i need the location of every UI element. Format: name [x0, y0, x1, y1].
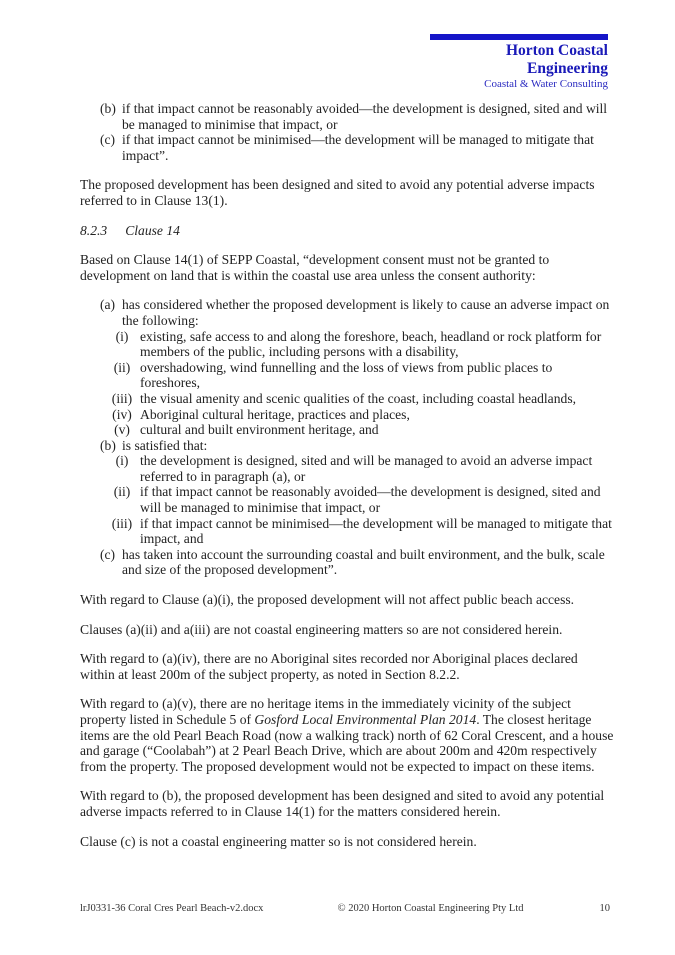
- sub-list: [104, 329, 615, 438]
- item-text: if that impact cannot be reasonably avoided—the development is designed, sited and will be managed to minimise that impact, or: [122, 101, 608, 132]
- item-text: Aboriginal cultural heritage, practices and places,: [140, 406, 410, 422]
- list-item: [104, 329, 615, 360]
- item-label: (iii): [111, 515, 133, 531]
- company-name: Horton Coastal Engineering: [505, 42, 608, 77]
- item-text: has considered whether the proposed development is likely to cause an adverse impact on the following:: [122, 297, 610, 328]
- item-label: (ii): [113, 484, 131, 500]
- list-item: [104, 516, 615, 547]
- list-item: [100, 297, 615, 328]
- item-text: the visual amenity and scenic qualities of the coast, including coastal headlands,: [140, 390, 577, 406]
- item-label: (iii): [111, 390, 133, 406]
- item-text: cultural and built environment heritage, and: [140, 422, 379, 438]
- list-item: [104, 422, 615, 438]
- text-run: . The closest heritage items are the old Pearl Beach Road (now a walking track) north of 62 Coral Crescent, and a house and garage (“Coolabah”) at 2 Pearl Beach Drive, which are about 200m and 420m respectively from the property. The proposed development would not be expected to impact on these items.: [80, 712, 614, 774]
- paragraph: Based on Clause 14(1) of SEPP Coastal, “development consent must not be granted to development on land that is within the coastal use area unless the consent authority:: [80, 252, 550, 283]
- section-title: Clause 14: [125, 222, 180, 238]
- section-heading: [80, 223, 615, 239]
- top-list: [80, 101, 615, 163]
- item-text: the development is designed, sited and will be managed to avoid an adverse impact referred to in paragraph (a), or: [140, 453, 593, 484]
- paragraph: Clauses (a)(ii) and a(iii) are not coastal engineering matters so are not considered herein.: [80, 621, 563, 637]
- item-label: (ii): [113, 359, 131, 375]
- paragraph: [80, 696, 615, 774]
- page-number: 10: [599, 903, 610, 914]
- list-item: [104, 407, 615, 423]
- item-label: (v): [114, 422, 130, 438]
- item-label: (a): [100, 297, 116, 313]
- sub-list: [104, 453, 615, 547]
- item-label: (b): [100, 101, 116, 116]
- paragraph: Clause (c) is not a coastal engineering matter so is not considered herein.: [80, 833, 477, 849]
- item-text: if that impact cannot be minimised—the development will be managed to mitigate that impact”.: [122, 132, 594, 163]
- list-item: [100, 101, 615, 132]
- document-body: [80, 101, 615, 863]
- item-text: if that impact cannot be minimised—the development will be managed to mitigate that impact, and: [140, 515, 612, 547]
- page-footer: [80, 888, 610, 915]
- paragraph: With regard to Clause (a)(i), the proposed development will not affect public beach access.: [80, 592, 575, 608]
- list-item: [100, 547, 615, 578]
- footer-copyright: © 2020 Horton Coastal Engineering Pty Ltd: [337, 903, 524, 914]
- item-text: if that impact cannot be reasonably avoided—the development is designed, sited and will be managed to minimise that impact, or: [140, 484, 601, 516]
- list-item: [104, 453, 615, 484]
- item-text: existing, safe access to and along the foreshore, beach, headland or rock platform for members of the public, including persons with a disability,: [140, 328, 602, 360]
- item-label: (c): [100, 132, 116, 148]
- list-item: [104, 484, 615, 515]
- list-item: [104, 360, 615, 391]
- item-label: (iv): [112, 406, 132, 422]
- list-item: [100, 132, 615, 163]
- item-text: is satisfied that:: [122, 437, 208, 453]
- paragraph: With regard to (a)(iv), there are no Aboriginal sites recorded nor Aboriginal places declared within at least 200m of the subject property, as noted in Section 8.2.2.: [80, 651, 578, 682]
- item-text: has taken into account the surrounding coastal and built environment, and the bulk, scale and size of the proposed development”.: [122, 546, 605, 578]
- company-tagline: Coastal & Water Consulting: [484, 78, 608, 90]
- clause-list: [80, 297, 615, 578]
- item-text: overshadowing, wind funnelling and the loss of views from public places to foreshores,: [140, 359, 553, 391]
- item-label: (c): [100, 546, 116, 562]
- company-header: [430, 34, 608, 91]
- item-label: (i): [115, 453, 129, 469]
- footer-filename: lrJ0331-36 Coral Cres Pearl Beach-v2.docx: [80, 903, 264, 914]
- section-number: 8.2.3: [80, 222, 108, 238]
- list-item: [100, 438, 615, 454]
- list-item: [104, 391, 615, 407]
- item-label: (i): [115, 328, 129, 344]
- item-label: (b): [100, 437, 116, 453]
- paragraph: With regard to (b), the proposed development has been designed and sited to avoid any potential adverse impacts referred to in Clause 14(1) for the matters considered herein.: [80, 788, 605, 819]
- text-run: With regard to (a)(v), there are no heritage items in the immediately vicinity of the subject property listed in Schedule 5 of: [80, 696, 571, 727]
- paragraph: The proposed development has been designed and sited to avoid any potential adverse impacts referred to in Clause 13(1).: [80, 177, 595, 208]
- header-bar: [430, 34, 608, 40]
- plan-title: Gosford Local Environmental Plan 2014: [254, 712, 477, 727]
